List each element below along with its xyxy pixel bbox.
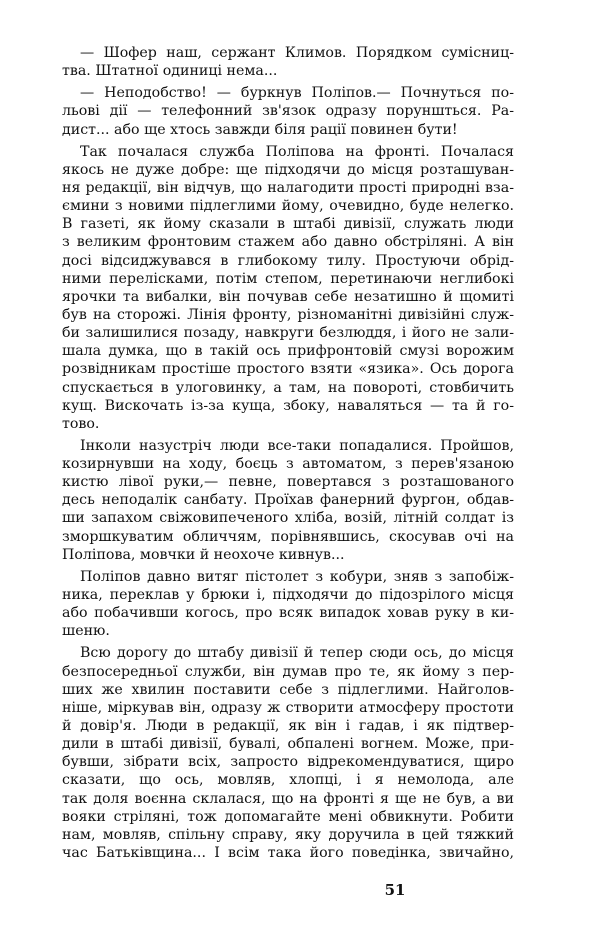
page-number: 51 [384, 881, 406, 899]
text-line: безпосередньої служби, він думав про те, як йому з пер- [62, 663, 514, 680]
text-line: тово. [62, 415, 100, 432]
text-line: ших же хвилин поставити себе з підлеглими. Найголов- [62, 681, 514, 698]
text-line: ярочки та вибалки, він почував себе незатишно й щомиті [62, 288, 514, 305]
text-line: спускається в улоговинку, а там, на повороті, стовбичить [62, 379, 514, 396]
text-line: десь неподалік санбату. Проїхав фанерний фургон, обдав- [62, 492, 514, 509]
text-line: Поліпова, мовчки й неохоче кивнув... [62, 546, 345, 563]
text-line: Інколи назустріч люди все-таки попадалися. Пройшов, [80, 437, 514, 454]
text-line: тва. Штатної одиниці нема... [62, 63, 278, 80]
text-line: дист... або ще хтось завжди біля рації повинен бути! [62, 121, 458, 138]
text-line: з великим фронтовим стажем або давно обстріляні. А він [62, 234, 514, 251]
text-line: би залишилися позаду, навкруги безлюддя, і його не зали- [62, 325, 514, 341]
text-line: шала думка, що в такій ось прифронтовій смузі ворожим [62, 343, 514, 360]
text-line: сказати, що ось, мовляв, хлопці, і я немолода, але [62, 772, 514, 789]
text-line: ня редакції, він відчув, що налагодити прості природні вза- [62, 180, 514, 196]
text-line: шеню. [62, 623, 110, 640]
text-line: так доля воєнна склалася, що на фронті я ще не був, а ви [62, 790, 514, 807]
text-line: Так почалася служба Поліпова на фронті. Почалася [80, 143, 514, 160]
text-line: якось не дуже добре: ще підходячи до місця розташуван- [62, 161, 514, 178]
text-line: або побачивши когось, про всяк випадок ховав руку в ки- [62, 605, 514, 622]
text-line: ємини з новими підлеглими йому, очевидно, буде нелегко. [62, 198, 514, 215]
text-line: нам, мовляв, спільну справу, яку доручила в цей тяжкий [62, 826, 514, 843]
text-line: козирнувши на ходу, боєць з автоматом, з перев'язаною [62, 456, 514, 472]
text-line: досі відсиджувався в глибокому тилу. Простуючи обрід- [62, 252, 514, 269]
text-line: дили в штабі дивізії, бувалі, обпалені вогнем. Може, при- [62, 736, 514, 752]
text-line: вояки стріляні, тож допомагайте мені обвикнути. Робити [62, 808, 514, 825]
text-line: кистю лівої руки,— певне, повертався з розташованого [62, 474, 514, 491]
text-line: ника, переклав у брюки і, підходячи до підозрілого місця [62, 587, 514, 603]
text-line: — Шофер наш, сержант Климов. Порядком сумісниц- [80, 45, 514, 61]
text-line: кущ. Вискочать із-за куща, збоку, наваляться — та й го- [62, 397, 514, 414]
text-line: ними перелісками, потім степом, перетинаючи неглибокі [62, 270, 514, 287]
text-line: ніше, міркував він, одразу ж створити атмосферу простоти [62, 699, 514, 716]
text-line: В газеті, як йому сказали в штабі дивізії, служать люди [62, 216, 514, 233]
text-line: Всю дорогу до штабу дивізії й тепер сюди ось, до місця [80, 645, 514, 662]
text-line: льові дії — телефонний зв'язок одразу поруншться. Ра- [62, 103, 514, 120]
text-line: бувши, зібрати всіх, запросто відрекомендуватися, щиро [62, 754, 514, 771]
text-line: ши запахом свіжовипеченого хліба, возій, літній солдат із [62, 510, 514, 527]
text-line: й довір'я. Люди в редакції, як він і гадав, і як підтвер- [62, 717, 514, 734]
text-line: Поліпов давно витяг пістолет з кобури, зняв з запобіж- [80, 568, 514, 585]
text-line: розвідникам простіше простого взяти «язика». Ось дорога [62, 361, 514, 378]
text-line: — Неподобство! — буркнув Поліпов.— Почнуться по- [80, 85, 514, 102]
text-line: зморшкуватим обличчям, порівнявшись, скосував очі на [62, 528, 514, 545]
text-line: час Батьківщина... І всім така його поведінка, звичайно, [62, 844, 514, 861]
text-line: був на сторожі. Лінія фронту, різноманітні дивізійні служ- [62, 306, 514, 323]
